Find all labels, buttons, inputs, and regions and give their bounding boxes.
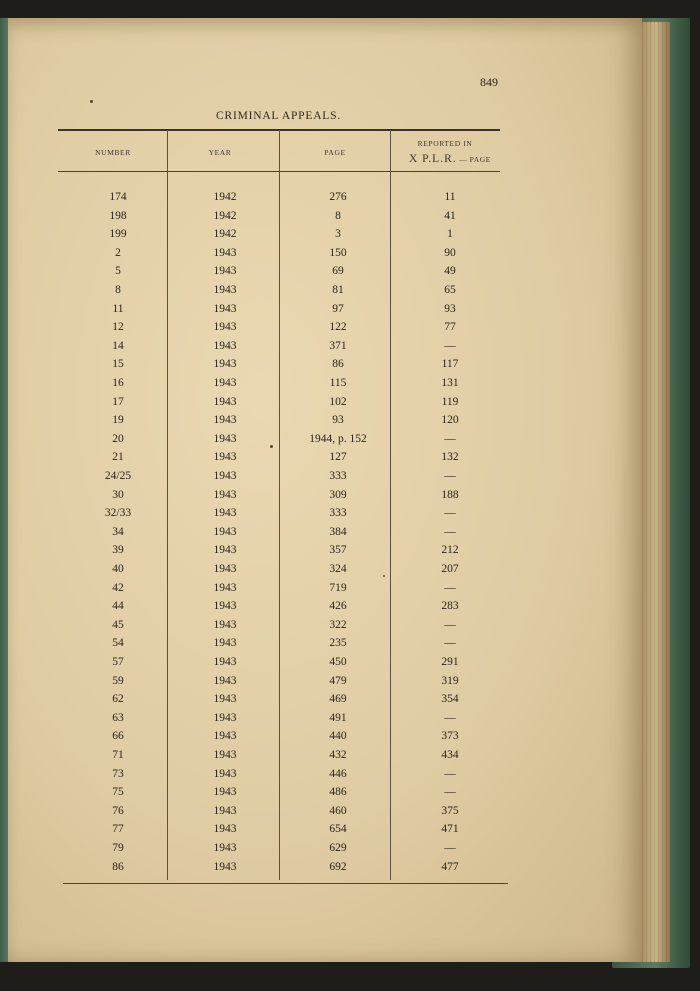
cell-page: 1944, p. 152 [309, 432, 367, 445]
cell-year: 1943 [213, 804, 237, 817]
table-row [0, 489, 620, 507]
cell-reported: 291 [441, 656, 459, 668]
header-page: PAGE [324, 148, 346, 157]
cell-year: 1943 [213, 544, 237, 557]
cell-number: 40 [112, 563, 124, 575]
cell-reported: 49 [444, 265, 456, 278]
table-row [0, 861, 620, 879]
cell-number: 71 [112, 749, 124, 761]
cell-year: 1942 [213, 191, 237, 203]
cell-page: 93 [332, 414, 344, 427]
cell-year: 1942 [213, 228, 237, 241]
cell-reported: 65 [444, 284, 456, 296]
cell-page: 115 [329, 377, 347, 389]
cell-number: 19 [112, 414, 124, 427]
cell-reported: 319 [441, 674, 459, 687]
cell-reported: — [444, 470, 456, 482]
cell-reported: 132 [441, 451, 459, 464]
cell-reported: — [444, 339, 456, 352]
cell-page: 469 [329, 693, 347, 706]
cell-page: 235 [329, 637, 347, 650]
cell-year: 1943 [213, 730, 237, 743]
cell-reported: 93 [444, 302, 456, 315]
cell-page: 102 [329, 395, 347, 408]
cell-reported: — [444, 581, 456, 594]
cell-year: 1943 [213, 377, 237, 389]
cell-number: 11 [112, 302, 124, 315]
cell-number: 59 [112, 674, 124, 687]
cell-year: 1943 [213, 581, 237, 594]
cell-reported: 117 [441, 358, 459, 371]
cell-year: 1943 [213, 414, 237, 427]
cell-page: 479 [329, 674, 347, 687]
cell-number: 63 [112, 711, 124, 724]
cell-number: 75 [112, 786, 124, 799]
cell-reported: 119 [441, 395, 459, 408]
cell-number: 42 [112, 581, 124, 594]
cell-page: 692 [329, 860, 347, 873]
cell-year: 1943 [213, 507, 237, 520]
table-row [0, 563, 620, 581]
table-row [0, 842, 620, 860]
cell-page: 127 [329, 451, 347, 464]
cell-year: 1943 [213, 693, 237, 706]
cell-year: 1943 [213, 284, 237, 296]
cell-year: 1943 [213, 637, 237, 650]
cell-page: 719 [329, 581, 347, 594]
cell-number: 17 [112, 395, 124, 408]
cell-reported: 375 [441, 804, 459, 817]
cell-year: 1943 [213, 674, 237, 687]
table-row [0, 805, 620, 823]
cell-reported: 471 [441, 823, 459, 836]
table-row [0, 749, 620, 767]
cell-number: 174 [109, 191, 127, 203]
table-row [0, 451, 620, 469]
cell-number: 45 [112, 618, 124, 631]
table-row [0, 284, 620, 302]
cell-number: 66 [112, 730, 124, 743]
cell-number: 12 [112, 321, 124, 334]
table-row [0, 470, 620, 488]
cell-reported: 373 [441, 730, 459, 743]
cell-year: 1943 [213, 246, 237, 259]
cell-number: 16 [112, 377, 124, 389]
cell-reported: — [444, 637, 456, 650]
cell-number: 14 [112, 339, 124, 352]
header-reported-suffix: — PAGE [459, 155, 491, 164]
table-row [0, 637, 620, 655]
table-row [0, 675, 620, 693]
cell-reported: 41 [444, 209, 456, 222]
table-row [0, 247, 620, 265]
cell-page: 97 [332, 302, 344, 315]
paper-spot [90, 100, 93, 103]
cell-year: 1943 [213, 656, 237, 668]
cell-number: 77 [112, 823, 124, 836]
cell-reported: 283 [441, 600, 459, 613]
cell-page: 8 [335, 209, 341, 222]
table-row [0, 526, 620, 544]
table-row [0, 377, 620, 395]
cell-page: 322 [329, 618, 347, 631]
table-bottom-rule [63, 883, 508, 884]
table-row [0, 433, 620, 451]
cell-reported: 212 [441, 544, 459, 557]
cell-number: 199 [109, 228, 127, 241]
header-reported-main: X P.L.R. [409, 153, 457, 165]
cell-number: 24/25 [104, 470, 132, 482]
cell-page: 446 [329, 767, 347, 780]
cell-number: 198 [109, 209, 127, 222]
cell-year: 1943 [213, 600, 237, 613]
cell-number: 32/33 [104, 507, 132, 520]
cell-year: 1943 [213, 451, 237, 464]
cell-page: 629 [329, 842, 347, 854]
table-row [0, 768, 620, 786]
header-reported-line2 [395, 153, 505, 165]
cell-page: 150 [329, 246, 347, 259]
cell-year: 1943 [213, 842, 237, 854]
page-number: 849 [480, 75, 498, 89]
table-row [0, 396, 620, 414]
cell-reported: 90 [444, 246, 456, 259]
cell-number: 86 [112, 860, 124, 873]
table-row [0, 228, 620, 246]
cell-year: 1943 [213, 860, 237, 873]
cell-reported: 77 [444, 321, 456, 334]
cell-number: 44 [112, 600, 124, 613]
cell-page: 86 [332, 358, 344, 371]
cell-reported: — [444, 525, 456, 538]
cell-reported: — [444, 767, 456, 780]
cell-page: 491 [329, 711, 347, 724]
cell-year: 1943 [213, 563, 237, 575]
cell-reported: — [444, 842, 456, 854]
table-row [0, 619, 620, 637]
table-row [0, 600, 620, 618]
cell-page: 81 [332, 284, 344, 296]
cell-reported: 1 [447, 228, 453, 241]
table-row [0, 414, 620, 432]
cell-year: 1943 [213, 823, 237, 836]
cell-reported: — [444, 618, 456, 631]
table-row [0, 265, 620, 283]
cell-number: 21 [112, 451, 124, 464]
cell-year: 1943 [213, 470, 237, 482]
cell-page: 69 [332, 265, 344, 278]
table-row [0, 786, 620, 804]
table-row [0, 582, 620, 600]
paper-spot [383, 575, 385, 577]
cell-number: 79 [112, 842, 124, 854]
cell-number: 2 [115, 246, 121, 259]
cell-page: 309 [329, 488, 347, 501]
cell-reported: — [444, 507, 456, 520]
cell-page: 333 [329, 470, 347, 482]
cell-number: 57 [112, 656, 124, 668]
cell-reported: 131 [441, 377, 459, 389]
cell-number: 54 [112, 637, 124, 650]
cell-page: 432 [329, 749, 347, 761]
cell-page: 440 [329, 730, 347, 743]
cell-year: 1943 [213, 767, 237, 780]
cell-year: 1943 [213, 358, 237, 371]
cell-reported: 434 [441, 749, 459, 761]
cell-number: 34 [112, 525, 124, 538]
cell-reported: 120 [441, 414, 459, 427]
cell-page: 324 [329, 563, 347, 575]
cell-number: 5 [115, 265, 121, 278]
cell-reported: — [444, 786, 456, 799]
cell-year: 1943 [213, 488, 237, 501]
table-row [0, 656, 620, 674]
header-year: YEAR [208, 148, 232, 157]
table-row [0, 321, 620, 339]
cell-page: 122 [329, 321, 347, 334]
table-row [0, 544, 620, 562]
cell-year: 1943 [213, 339, 237, 352]
cell-year: 1943 [213, 711, 237, 724]
cell-page: 357 [329, 544, 347, 557]
cell-reported: 354 [441, 693, 459, 706]
cell-number: 15 [112, 358, 124, 371]
cell-page: 450 [329, 656, 347, 668]
header-reported-line1: REPORTED IN [417, 139, 473, 148]
cell-year: 1943 [213, 786, 237, 799]
cell-reported: 188 [441, 488, 459, 501]
cell-year: 1943 [213, 432, 237, 445]
cell-page: 3 [335, 228, 341, 241]
cell-reported: 207 [441, 563, 459, 575]
cell-number: 73 [112, 767, 124, 780]
cell-page: 276 [329, 191, 347, 203]
table-row [0, 191, 620, 209]
cell-year: 1943 [213, 302, 237, 315]
table-row [0, 210, 620, 228]
table-row [0, 730, 620, 748]
cell-number: 39 [112, 544, 124, 557]
cell-year: 1943 [213, 321, 237, 334]
cell-year: 1943 [213, 618, 237, 631]
cell-number: 62 [112, 693, 124, 706]
cell-page: 384 [329, 525, 347, 538]
cell-number: 8 [115, 284, 121, 296]
cell-year: 1943 [213, 395, 237, 408]
cell-reported: — [444, 432, 456, 445]
table-row [0, 823, 620, 841]
cell-page: 460 [329, 804, 347, 817]
cell-page: 654 [329, 823, 347, 836]
cell-year: 1943 [213, 265, 237, 278]
cell-number: 30 [112, 488, 124, 501]
table-row [0, 693, 620, 711]
cell-page: 426 [329, 600, 347, 613]
cell-page: 371 [329, 339, 347, 352]
table-row [0, 358, 620, 376]
cell-year: 1943 [213, 749, 237, 761]
table-row [0, 303, 620, 321]
cell-reported: 11 [444, 191, 456, 203]
cell-reported: 477 [441, 860, 459, 873]
cell-year: 1942 [213, 209, 237, 222]
cell-number: 20 [112, 432, 124, 445]
header-number: NUMBER [95, 148, 131, 157]
cell-number: 76 [112, 804, 124, 817]
table-row [0, 507, 620, 525]
cell-reported: — [444, 711, 456, 724]
cell-year: 1943 [213, 525, 237, 538]
paper-spot [270, 445, 273, 448]
cell-page: 333 [329, 507, 347, 520]
page-title: CRIMINAL APPEALS. [216, 110, 341, 122]
cell-page: 486 [329, 786, 347, 799]
table-row [0, 340, 620, 358]
table-row [0, 712, 620, 730]
